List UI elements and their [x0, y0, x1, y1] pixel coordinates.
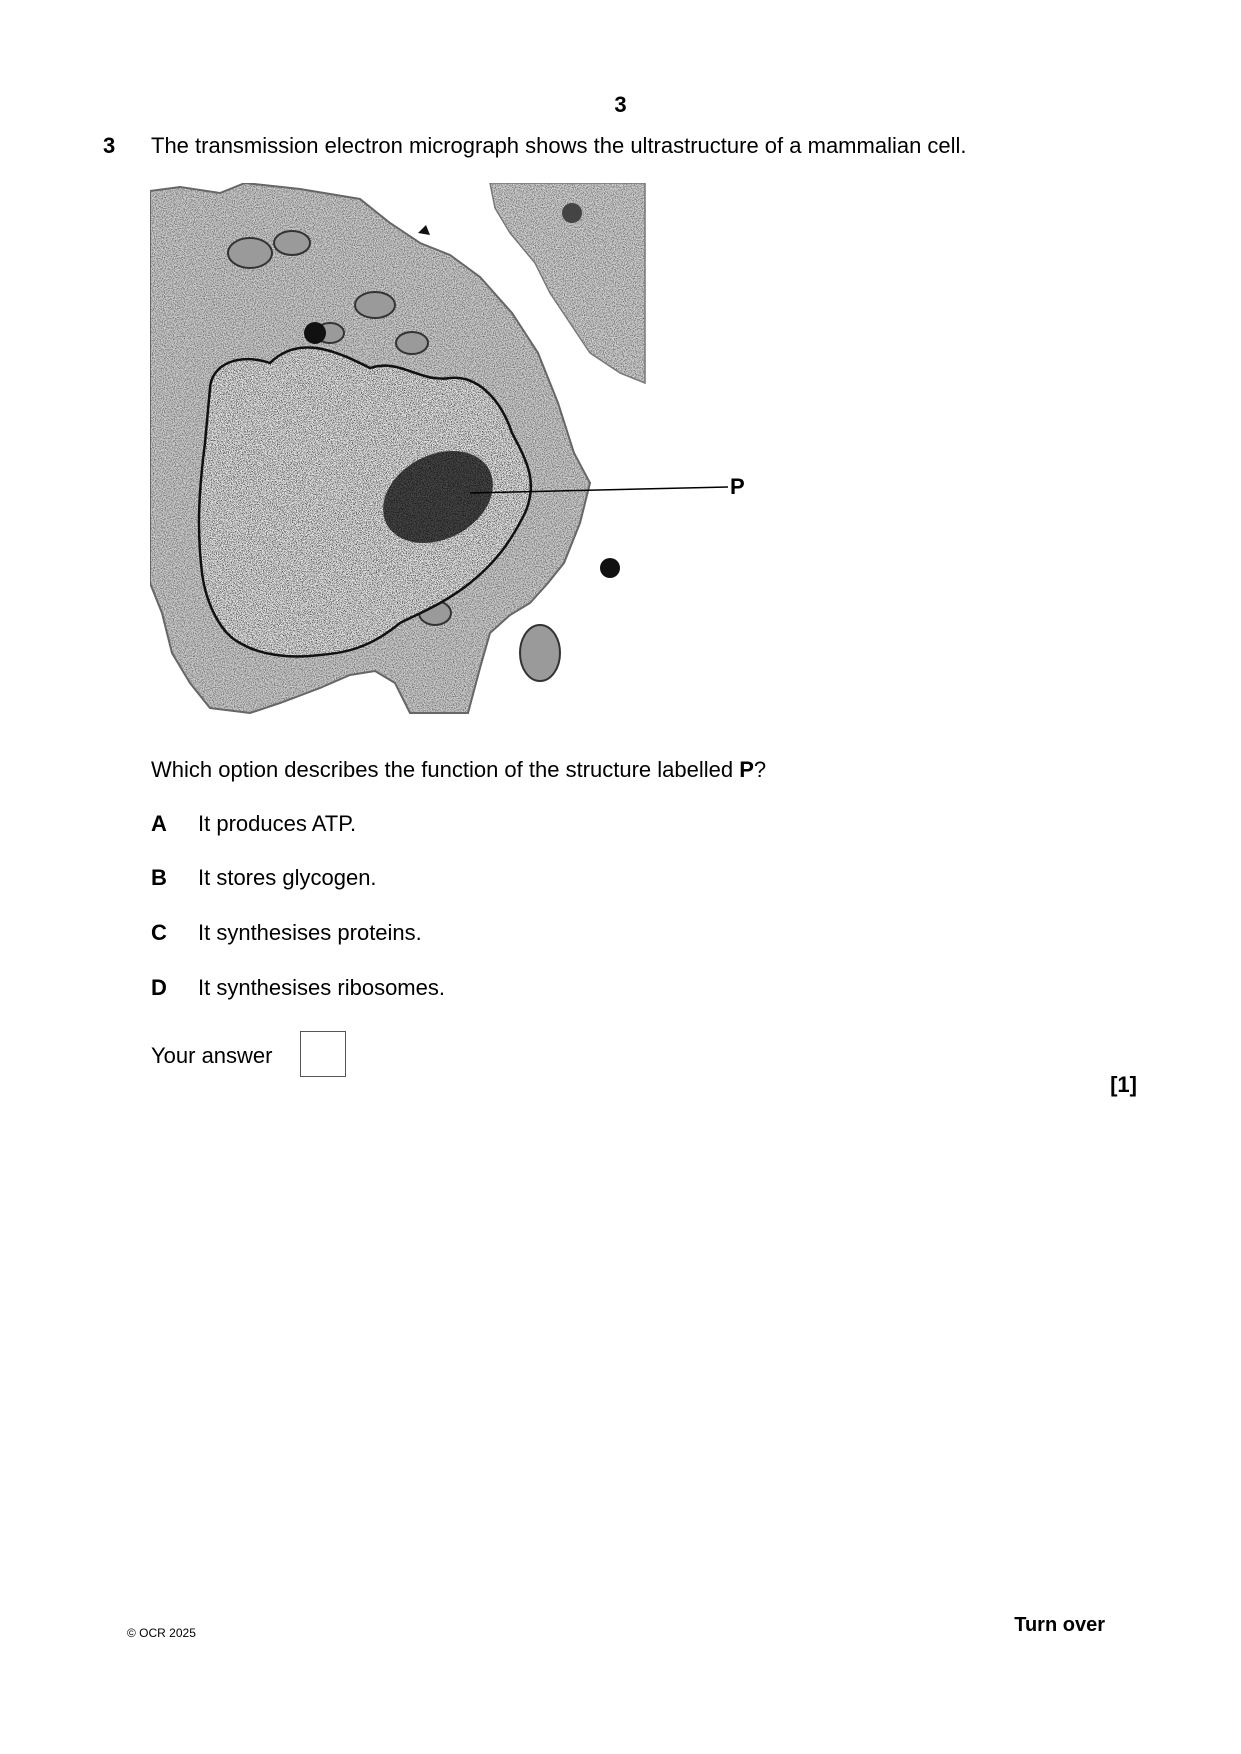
marks: [1] [1110, 1072, 1137, 1097]
option-text: It produces ATP. [198, 811, 357, 836]
option-text: It stores glycogen. [198, 865, 377, 890]
prompt-bold-label: P [739, 757, 754, 782]
dark-granule [600, 558, 620, 578]
option-text: It synthesises proteins. [198, 920, 422, 945]
answer-label: Your answer [151, 1043, 273, 1068]
question-text: The transmission electron micrograph shows the ultrastructure of a mammalian cell. [151, 133, 967, 158]
page-number: 3 [614, 92, 627, 117]
answer-box[interactable] [300, 1031, 346, 1077]
turn-over: Turn over [1014, 1614, 1105, 1636]
question-number: 3 [103, 133, 116, 158]
option-letter: A [151, 811, 167, 836]
dark-granule [304, 322, 326, 344]
prompt-text: Which option describes the function of the structure labelled [151, 757, 740, 782]
option-letter: D [151, 975, 167, 1000]
prompt-end: ? [753, 757, 767, 782]
question-prompt [151, 757, 766, 783]
cell-micrograph [150, 183, 750, 723]
label-p: P [730, 474, 745, 499]
option-letter: B [151, 865, 167, 890]
debris [418, 225, 430, 235]
copyright: © OCR 2025 [127, 1626, 196, 1640]
option-letter: C [151, 920, 167, 945]
option-text: It synthesises ribosomes. [198, 975, 445, 1000]
